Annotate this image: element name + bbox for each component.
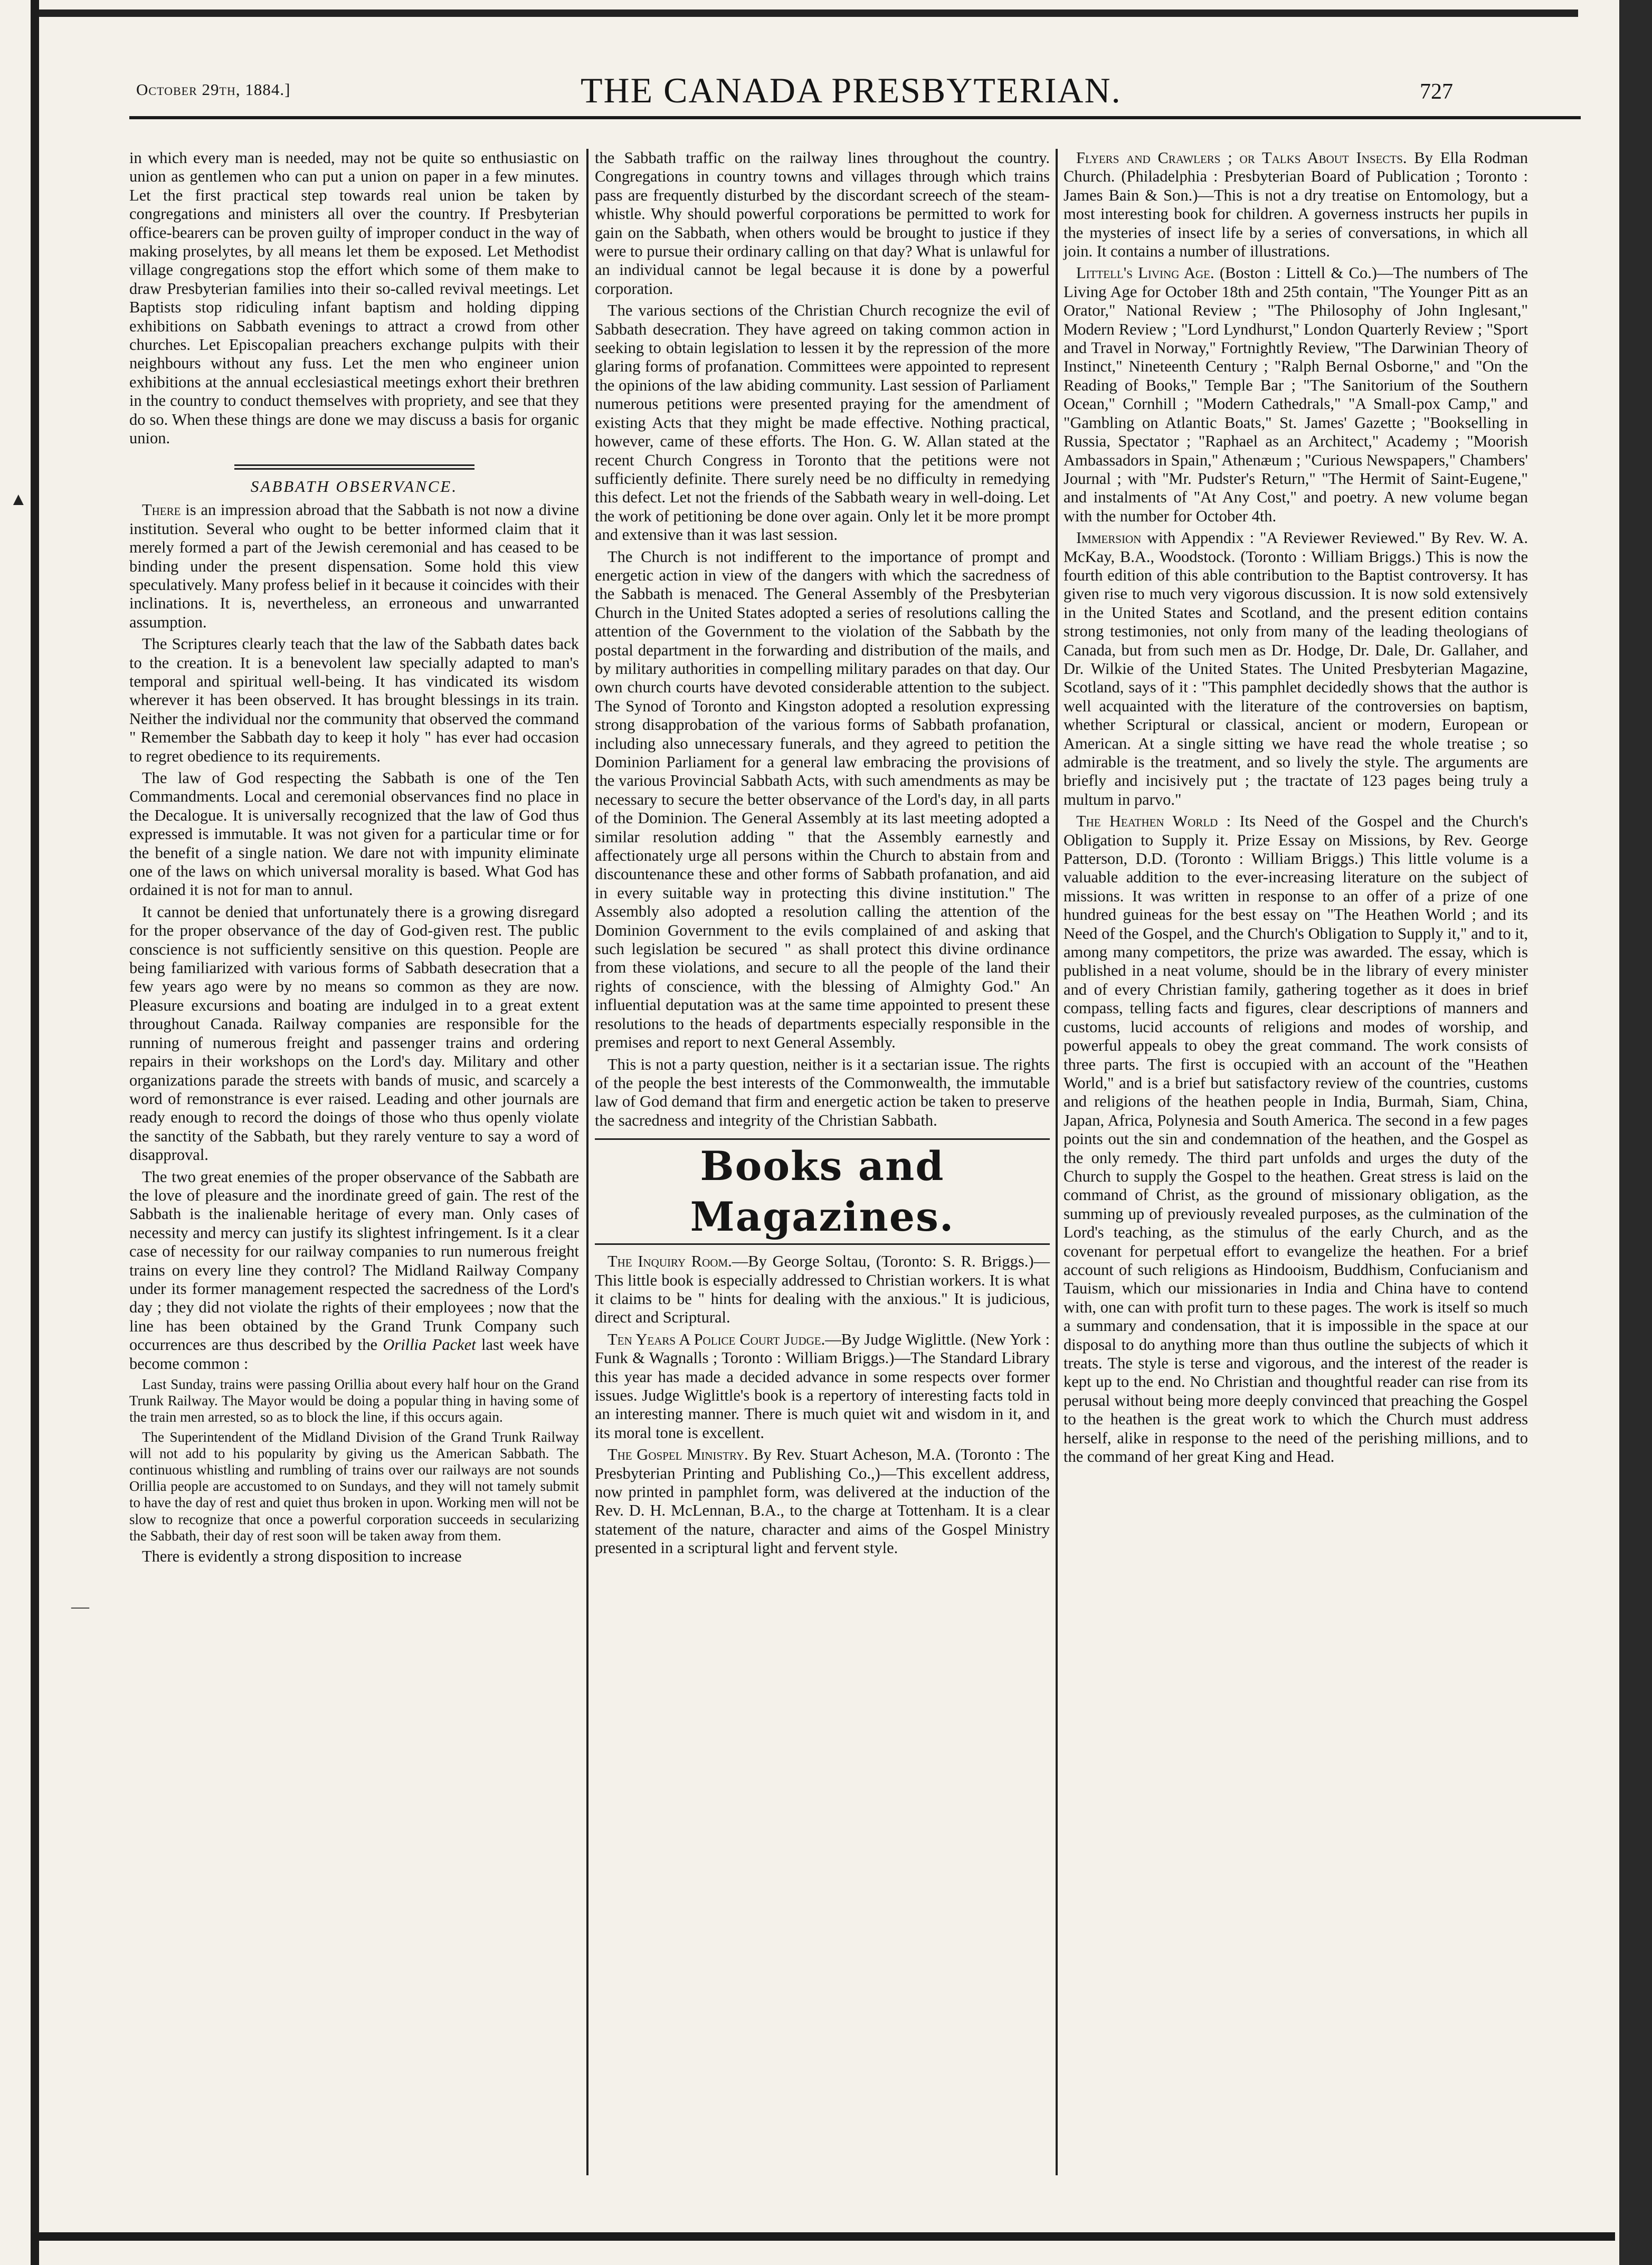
left-border-rule — [31, 0, 39, 2265]
article-paragraph: The law of God respecting the Sabbath is one of the Ten Commandments. Local and ceremonial observances find no place in the Decalogue. It is universally recognized that the law of God thus expressed is immutable. It was not given for a particular time or for the benefit of a single nation. We dare not with impunity eliminate one of the laws on which universal morality is based. What God has ordained it is not for man to annul. — [129, 769, 579, 899]
margin-mark: ▲ — [10, 490, 27, 509]
newspaper-name: Orillia Packet — [383, 1336, 476, 1354]
header-rule — [129, 116, 1581, 119]
book-review — [1064, 529, 1528, 809]
book-review — [595, 1330, 1050, 1442]
article-paragraph — [129, 501, 579, 632]
article-paragraph: It cannot be denied that unfortunately there is a growing disregard for the proper observance of the day of God-given rest. The public conscience is not sufficiently sensitive on this question. People are being familiarized with various forms of Sabbath desecration that a few years ago were by no means so common as they are now. Pleasure excursions and boating are indulged in to a great extent throughout Canada. Railway companies are responsible for the running of numerous freight and passenger trains and ordering repairs in their workshops on the Lord's day. Military and other organizations parade the streets with bands of music, and scarcely a word of remonstrance is ever raised. Leading and other journals are ready enough to record the doings of those who thus openly violate the sanctity of the Sabbath, but they rarely venture to say a word of disapproval. — [129, 902, 579, 1164]
section-heading: SABBATH OBSERVANCE. — [250, 477, 458, 496]
column-2 — [595, 149, 1050, 1561]
book-title: Immersion — [1076, 529, 1142, 547]
quoted-paragraph: Last Sunday, trains were passing Orillia about every half hour on the Grand Trunk Railway. The Mayor would be doing a popular thing in having some of the train men arrested, so as to block the line, if this occurs again. — [129, 1376, 579, 1425]
top-border-rule — [37, 9, 1578, 17]
article-paragraph: The Church is not indifferent to the importance of prompt and energetic action in view of the dangers with which the sacredness of the Sabbath is menaced. The General Assembly of the Presbyterian Church in the United States adopted a series of resolutions calling the attention of the Government to the violation of the Sabbath by the postal department in the forwarding and distribution of the mails, and by military authorities in compelling military parades on that day. Our own church courts have devoted considerable attention to the subject. The Synod of Toronto and Kingston adopted a resolution expressing strong disapprobation of the various forms of Sabbath profanation, including also unnecessary funerals, and they agreed to petition the Dominion Parliament for a general law embracing the provisions of the various Provincial Sabbath Acts, with such amendments as may be necessary to secure the better observance of the Lord's day, in all parts of the Dominion. The General Assembly at its last meeting adopted a similar resolution adding " that the Assembly earnestly and affectionately urge all persons within the Church to abstain from and discountenance these and other forms of Sabbath profanation, and aid in every suitable way in protecting this divine institution." The Assembly also adopted a resolution calling the attention of the Dominion Government to the evils complained of and asking that such legislation be secured " as shall protect this divine ordinance from these violations, and secure to all the people of the land their rights of conscience, with the blessing of Almighty God." An influential deputation was at the same time appointed to present these resolutions to the heads of departments especially responsible in the premises and report to next General Assembly. — [595, 547, 1050, 1052]
column-1 — [129, 149, 579, 1569]
review-text: —By Judge Wiglittle. (New York : Funk & Wagnalls ; Toronto : William Briggs.)—The Standard Library this year has made a decided advance in some respects over former issues. Judge Wiglittle's book is a repertory of interesting facts told in an interesting manner. There is much quiet wit and wisdom in it, and its moral tone is excellent. — [595, 1330, 1050, 1442]
book-title: The Inquiry Room. — [607, 1252, 732, 1271]
right-scan-edge — [1619, 0, 1652, 2265]
column-3 — [1064, 149, 1528, 1469]
article-paragraph: There is evidently a strong disposition to increase — [142, 1547, 462, 1566]
book-review — [1064, 264, 1528, 526]
issue-date: October 29th, 1884.] — [136, 80, 291, 99]
review-text: —By George Soltau, (Toronto: S. R. Briggs.)—This little book is especially addressed to Christian workers. It is what it claims to be " hints for dealing with the anxious." It is judicious, direct and Scriptural. — [595, 1252, 1050, 1327]
article-paragraph: The various sections of the Christian Church recognize the evil of Sabbath desecration. They have agreed on taking common action in seeking to obtain legislation to lessen it by the repression of the more glaring forms of profanation. Committees were appointed to represent the opinions of the law abiding community. Last session of Parliament numerous petitions were presented praying for the amendment of existing Acts that they might be made effective. Nothing practical, however, came of these efforts. The Hon. G. W. Allan stated at the recent Church Congress in Toronto that the petitions were not sufficiently definite. There surely need be no difficulty in remedying this defect. Let not the friends of the Sabbath weary in well-doing. Let the work of petitioning be done over again. Only let it be more prompt and extensive than it was last session. — [595, 301, 1050, 544]
paragraph-text: is an impression abroad that the Sabbath is not now a divine institution. Several who ought to be better informed claim that it merely formed a part of the Jewish ceremonial and has ceased to be binding under the present dispensation. Some hold this view speculatively. Many profess belief in it because it coincides with their inclinations. It is, nevertheless, an erroneous and unwarranted assumption. — [129, 501, 579, 631]
newspaper-title: THE CANADA PRESBYTERIAN. — [581, 70, 1122, 110]
book-title: The Heathen World : — [1076, 812, 1231, 831]
review-text: with Appendix : "A Reviewer Reviewed." By Rev. W. A. McKay, B.A., Woodstock. (Toronto : William Briggs.) This is now the fourth edition of this able contribution to the Baptist controversy. It has given rise to much very vigorous discussion. It is now sold extensively in the United States and Scotland, and the present edition contains strong testimonies, not only from many of the leading theologians of Canada, but from such men as Dr. Hodge, Dr. Dale, Dr. Gallaher, and Dr. Wilkie of the United States. The United Presbyterian Magazine, Scotland, says of it : "This pamphlet decidedly shows that the author is well acquainted with the literature of the controversies on baptism, whether Scriptural or classical, ancient or modern, European or American. At a single sitting we have read the whole treatise ; so admirable is the treatment, and so lively the style. The arguments are briefly and incisively put ; the tractate of 123 pages being truly a multum in parvo." — [1064, 529, 1528, 808]
column-rule-2 — [1056, 149, 1058, 2175]
book-review — [595, 1445, 1050, 1557]
article-paragraph: the Sabbath traffic on the railway lines throughout the country. Congregations in country towns and villages through which trains pass are frequently disturbed by the discordant screech of the steam-whistle. Why should powerful corporations be permitted to work for gain on the Sabbath, when others would be brought to justice if they were to pursue their ordinary calling on that day? What is unlawful for an individual cannot be legal because it is done by a powerful corporation. — [595, 149, 1050, 298]
article-paragraph: The Scriptures clearly teach that the law of the Sabbath dates back to the creation. It is a benevolent law specially adapted to man's temporal and spiritual well-being. It has vindicated its wisdom wherever it has been observed. It has brought blessings in its train. Neither the individual nor the community that observed the command " Remember the Sabbath day to keep it holy " has ever had occasion to regret obedience to its requirements. — [129, 635, 579, 765]
book-review — [1064, 812, 1528, 1466]
article-paragraph: This is not a party question, neither is it a sectarian issue. The rights of the people the best interests of the Commonwealth, the immutable law of God demand that firm and energetic action be taken to preserve the sacredness and integrity of the Christian Sabbath. — [595, 1055, 1050, 1129]
books-section-heading — [595, 1138, 1050, 1245]
review-text: Its Need of the Gospel and the Church's Obligation to Supply it. Prize Essay on Missions, by Rev. George Patterson, D.D. (Toronto : William Briggs.) This little volume is a valuable addition to the ever-increasing literature on the subject of missions. It was written in response to an offer of a prize of one hundred guineas for the best essay on "The Heathen World ; and its Need of the Gospel, and the Church's Obligation to Supply it," and to it, among many competitors, the prize was awarded. The essay, which is published in a neat volume, should be in the library of every minister and of every Christian family, gathering together as it does in brief compass, telling facts and figures, clear descriptions of manners and customs, lucid accounts of religions and modes of worship, and powerful appeals to obey the great command. The work consists of three parts. The first is occupied with an account of the "Heathen World," and is a brief but satisfactory review of the countries, customs and religions of the heathen people in India, Burmah, Siam, China, Japan, Africa, Polynesia and South America. The second in a few pages points out the sin and condemnation of the heathen, and the Gospel as the only remedy. The third part unfolds and urges the duty of the Church to supply the Gospel to the heathen. Great stress is laid on the command of Christ, as the ground of missionary obligation, as the summing up of previously revealed purposes, as the culmination of the Lord's teaching, as the stimulus of the early Church, and as the covenant for perpetual effort to evangelize the heathen. For a brief account of such religions as Hindooism, Buddhism, Confucianism and Tauism, which our missionaries in India and China have to contend with, one can with profit turn to these pages. The work is itself so much a summary and condensation, that it is impossible in the space at our disposal to do anything more than thus outline the subjects of which it treats. The style is terse and vigorous, and the interest of the reader is kept up to the end. No Christian and thoughtful reader can rise from its perusal without being more deeply convinced that preaching the Gospel to the heathen is the great work to which the Church must address herself, alike in response to the need of the perishing millions, and to the command of her great King and Head. — [1064, 812, 1528, 1466]
paragraph-text: last week have become common : — [129, 1336, 580, 1373]
book-title: Flyers and Crawlers ; or Talks About Insects. — [1076, 149, 1407, 167]
column-rule-1 — [586, 149, 588, 2175]
page-number: 727 — [1420, 80, 1453, 104]
book-title: Ten Years A Police Court Judge. — [607, 1330, 825, 1348]
margin-mark: — — [71, 1597, 89, 1616]
bottom-border-rule — [32, 2232, 1615, 2241]
section-divider — [129, 455, 579, 474]
book-title: The Gospel Ministry. — [607, 1445, 748, 1464]
review-text: By Ella Rodman Church. (Philadelphia : Presbyterian Board of Publication ; Toronto : James Bain & Son.)—This is not a dry treatise on Entomology, but a most interesting book for children. A governess instructs her pupils in the mysteries of insect life by a series of conversations, in which all join. It contains a number of illustrations. — [1064, 149, 1528, 261]
review-text: (Boston : Littell & Co.)—The numbers of The Living Age for October 18th and 25th contain, "The Younger Pitt as an Orator," National Review ; "The Philosophy of John Inglesant," Modern Review ; "Lord Lyndhurst," London Quarterly Review ; "Sport and Travel in Norway," Fortnightly Review, "The Darwinian Theory of Instinct," Nineteenth Century ; "Ralph Bernal Osborne," and "On the Reading of Books," Temple Bar ; "The Sanitorium of the Southern Ocean," Cornhill ; "Modern Cathedrals," "A Small-pox Camp," and "Gambling on Atlantic Boats," St. James' Gazette ; "Bookselling in Russia, Spectator ; "Raphael as an Architect," Academy ; "Moorish Ambassadors in Spain," Athenæum ; "Curious Newspapers," Chambers' Journal ; with "Mr. Pudster's Return," "The Hermit of Saint-Eugene," and instalments of "At Any Cost," and poetry. A new volume began with the number for October 4th. — [1064, 264, 1528, 525]
review-text: By Rev. Stuart Acheson, M.A. (Toronto : The Presbyterian Printing and Publishing Co.,)—This excellent address, now printed in pamphlet form, was delivered at the induction of the Rev. D. H. McLennan, B.A., to the charge at Tottenham. It is a clear statement of the nature, character and aims of the Gospel Ministry presented in a scriptural light and fervent style. — [595, 1445, 1050, 1557]
article-paragraph: in which every man is needed, may not be quite so enthusiastic on union as gentlemen who can put a union on paper in a few minutes. Let the first practical step towards real union be taken by congregations and ministers all over the country. If Presbyterian office-bearers can be proven guilty of improper conduct in the way of making proselytes, by all means let them be exposed. Let Methodist village congregations stop the effort which some of them make to draw Presbyterian families into their so-called revival meetings. Let Baptists stop ridiculing infant baptism and holding dipping exhibitions on Sabbath evenings to attract a crowd from other churches. Let Episcopalian preachers exchange pulpits with their neighbours without any fuss. Let the men who engineer union exhibitions at the annual ecclesiastical meetings exhort their brethren in the country to conduct themselves with propriety, and see that they do so. When these things are done we may discuss a basis for organic union. — [129, 149, 579, 448]
paragraph-text: The two great enemies of the proper observance of the Sabbath are the love of pleasure and the inordinate greed of gain. The rest of the Sabbath is the inalienable heritage of every man. Only cases of necessity and mercy can justify its slightest infringement. Is it a clear case of necessity for our railway companies to run numerous freight trains on every line they control? The Midland Railway Company under its former management respected the sacredness of the Lord's day ; they did not violate the rights of their employees ; now that the line has been obtained by the Grand Trunk Company such occurrences are thus described by the — [129, 1167, 579, 1354]
article-paragraph — [129, 1168, 579, 1373]
quoted-paragraph: The Superintendent of the Midland Division of the Grand Trunk Railway will not add to his popularity by giving us the American Sabbath. The continuous whistling and rumbling of trains over our railways are not sounds Orillia people are accustomed to on Sundays, and they will not tamely submit to have the day of rest and quiet thus broken in upon. Working men will not be slow to recognize that once a powerful corporation succeeds in secularizing the Sabbath, their day of rest soon will be taken away from them. — [129, 1429, 579, 1544]
lead-word: There — [142, 501, 181, 519]
book-review — [1064, 149, 1528, 261]
book-review — [595, 1252, 1050, 1327]
books-heading-text: Books and Magazines. — [595, 1138, 1050, 1245]
book-title: Littell's Living Age. — [1076, 264, 1214, 282]
